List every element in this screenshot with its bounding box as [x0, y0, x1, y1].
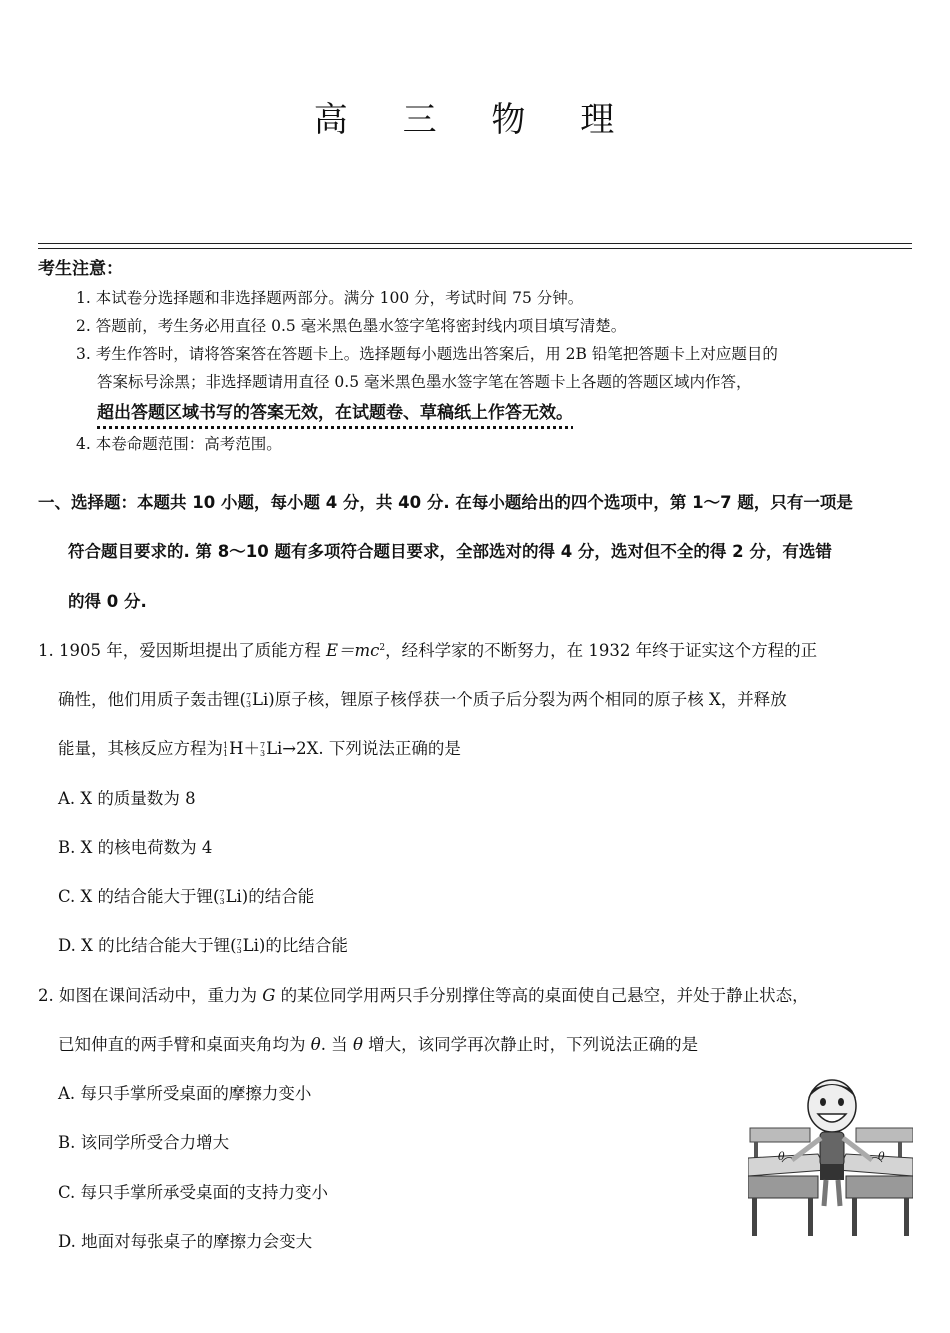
- h-nuclide-symbol: 1 1: [223, 741, 229, 758]
- q1-option-b: B. X 的核电荷数为 4: [58, 838, 213, 857]
- student-desks-figure: [748, 1078, 913, 1238]
- section-heading-line3: 的得 0 分.: [68, 592, 147, 611]
- notice-emphasis: 超出答题区域书写的答案无效，在试题卷、草稿纸上作答无效。: [97, 403, 573, 423]
- q1-line2: 确性，他们用质子轰击锂( 7 3 Li)原子核，锂原子核俘获一个质子后分裂为两个相同的原子核 X，并释放: [58, 690, 787, 709]
- notice-item-2: 2. 答题前，考生务必用直径 0.5 毫米黑色墨水签字笔将密封线内项目填写清楚。: [76, 317, 627, 335]
- q2-option-d: D. 地面对每张桌子的摩擦力会变大: [58, 1232, 313, 1251]
- section-heading-line1: 一、选择题：本题共 10 小题，每小题 4 分，共 40 分. 在每小题给出的四个选项中，第 1～7 题，只有一项是: [38, 493, 853, 512]
- q1-line1: 1. 1905 年，爱因斯坦提出了质能方程 $E=mc^2$，经科学家的不断努力，在 1932 年终于证实这个方程的正: [38, 641, 818, 660]
- q2-option-c: C. 每只手掌所承受桌面的支持力变小: [58, 1183, 329, 1202]
- li-nuclide-symbol: 7 3: [245, 692, 252, 709]
- q2-line2: 已知伸直的两手臂和桌面夹角均为 θ. 当 θ 增大，该同学再次静止时，下列说法正确的是: [58, 1035, 699, 1054]
- section-heading-line2: 符合题目要求的. 第 8～10 题有多项符合题目要求，全部选对的得 4 分，选对但不全的得 2 分，有选错: [68, 542, 832, 561]
- q2-option-b: B. 该同学所受合力增大: [58, 1133, 230, 1152]
- page-title: 高 三 物 理: [313, 100, 637, 140]
- q1-option-c: C. X 的结合能大于锂( 7 3 Li)的结合能: [58, 887, 315, 906]
- notice-item-1: 1. 本试卷分选择题和非选择题两部分。满分 100 分，考试时间 75 分钟。: [76, 289, 584, 307]
- figure-theta-left: θ: [778, 1150, 785, 1163]
- q2-line1: 2. 如图在课间活动中，重力为 G 的某位同学用两只手分别撑住等高的桌面使自己悬空，并处于静止状态，: [38, 986, 809, 1005]
- q1-option-a: A. X 的质量数为 8: [58, 789, 196, 808]
- notice-item-4: 4. 本卷命题范围：高考范围。: [76, 435, 282, 453]
- q1-line3: 能量，其核反应方程为 1 1 H＋ 7 3 Li→2X. 下列说法正确的是: [58, 739, 461, 758]
- header-rule: [38, 243, 912, 244]
- figure-theta-right: θ: [878, 1150, 885, 1163]
- student-head: [808, 1080, 856, 1132]
- q1-option-d: D. X 的比结合能大于锂( 7 3 Li)的比结合能: [58, 936, 348, 955]
- notice-item-3-cont: 答案标号涂黑；非选择题请用直径 0.5 毫米黑色墨水签字笔在答题卡上各题的答题区域内作答，: [97, 373, 752, 391]
- notice-heading: 考生注意：: [38, 259, 123, 279]
- notice-item-3: 3. 考生作答时，请将答案答在答题卡上。选择题每小题选出答案后，用 2B 铅笔把答题卡上对应题目的: [76, 345, 778, 363]
- header-rule-thin: [38, 248, 912, 249]
- q2-option-a: A. 每只手掌所受桌面的摩擦力变小: [58, 1084, 312, 1103]
